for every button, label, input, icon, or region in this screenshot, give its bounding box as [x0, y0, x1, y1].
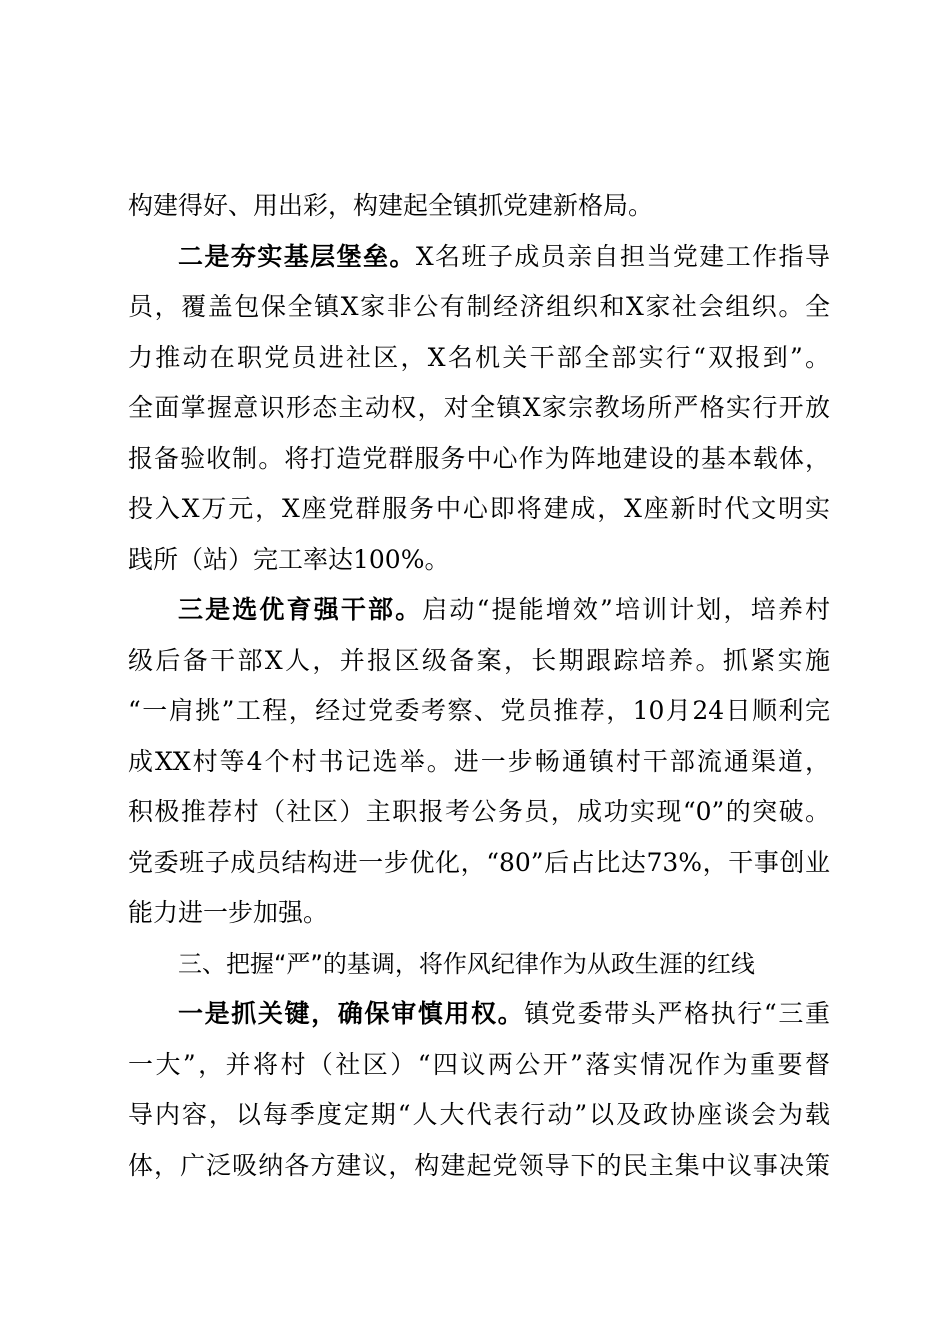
- paragraph-line: [128, 585, 830, 636]
- text-run: 能力进一步加强。: [128, 898, 329, 927]
- paragraph-line: [128, 434, 830, 485]
- text-run: 构建得好、用出彩，构建起全镇抓党建新格局。: [128, 191, 654, 220]
- paragraph-line: [128, 1141, 830, 1192]
- paragraph-line: [128, 636, 830, 687]
- paragraph-line: [128, 333, 830, 384]
- text-run: 力推动在职党员进社区，X名机关干部全部实行“双报到”。: [128, 342, 830, 372]
- paragraph-lead: 一是抓关键，确保审慎用权。: [178, 999, 525, 1028]
- text-run: 投入X万元，X座党群服务中心即将建成，X座新时代文明实: [128, 494, 830, 523]
- paragraph-line: [128, 383, 830, 434]
- text-run: X名班子成员亲自担当党建工作指导: [415, 241, 830, 271]
- paragraph-line: [128, 838, 830, 889]
- text-run: 启动“提能增效”培训计划，培养村: [422, 595, 830, 624]
- paragraph-line: [128, 686, 830, 737]
- paragraph-line: [128, 535, 830, 586]
- paragraph-line: [128, 1090, 830, 1141]
- text-run: 积极推荐村（社区）主职报考公务员，成功实现“0”的突破。: [128, 797, 830, 826]
- text-run: “一肩挑”工程，经过党委考察、党员推荐，10月24日顺利完: [128, 696, 830, 725]
- paragraph-line: [128, 181, 830, 232]
- text-run: 员，覆盖包保全镇X家非公有制经济组织和X家社会组织。全: [128, 292, 830, 321]
- paragraph-line: [128, 484, 830, 535]
- text-run: 级后备干部X人，并报区级备案，长期跟踪培养。抓紧实施: [128, 645, 830, 675]
- paragraph-lead: 三是选优育强干部。: [178, 595, 423, 624]
- paragraph-line: [128, 737, 830, 788]
- paragraph-lead: 二是夯实基层堡垒。: [178, 241, 416, 271]
- paragraph-line: [128, 1040, 830, 1091]
- text-run: 镇党委带头严格执行“三重: [524, 999, 830, 1028]
- text-run: 导内容，以每季度定期“人大代表行动”以及政协座谈会为载: [128, 1100, 830, 1129]
- text-run: 成XX村等4个村书记选举。进一步畅通镇村干部流通渠道，: [128, 746, 830, 776]
- text-run: 践所（站）完工率达100%。: [128, 544, 450, 574]
- paragraph-line: [128, 282, 830, 333]
- section-heading: [128, 939, 830, 990]
- paragraph-line: [128, 787, 830, 838]
- paragraph-line: [128, 232, 830, 283]
- text-run: 全面掌握意识形态主动权，对全镇X家宗教场所严格实行开放: [128, 393, 830, 422]
- paragraph-line: [128, 888, 830, 939]
- text-run: 体，广泛吸纳各方建议，构建起党领导下的民主集中议事决策: [128, 1150, 830, 1180]
- text-run: 党委班子成员结构进一步优化，“80”后占比达73%，干事创业: [128, 847, 830, 877]
- section-heading-text: 三、把握“严”的基调，将作风纪律作为从政生涯的红线: [178, 949, 755, 978]
- document-page: [128, 181, 830, 1191]
- paragraph-line: [128, 989, 830, 1040]
- text-run: 一大”，并将村（社区）“四议两公开”落实情况作为重要督: [128, 1049, 830, 1079]
- text-run: 报备验收制。将打造党群服务中心作为阵地建设的基本载体，: [128, 443, 830, 473]
